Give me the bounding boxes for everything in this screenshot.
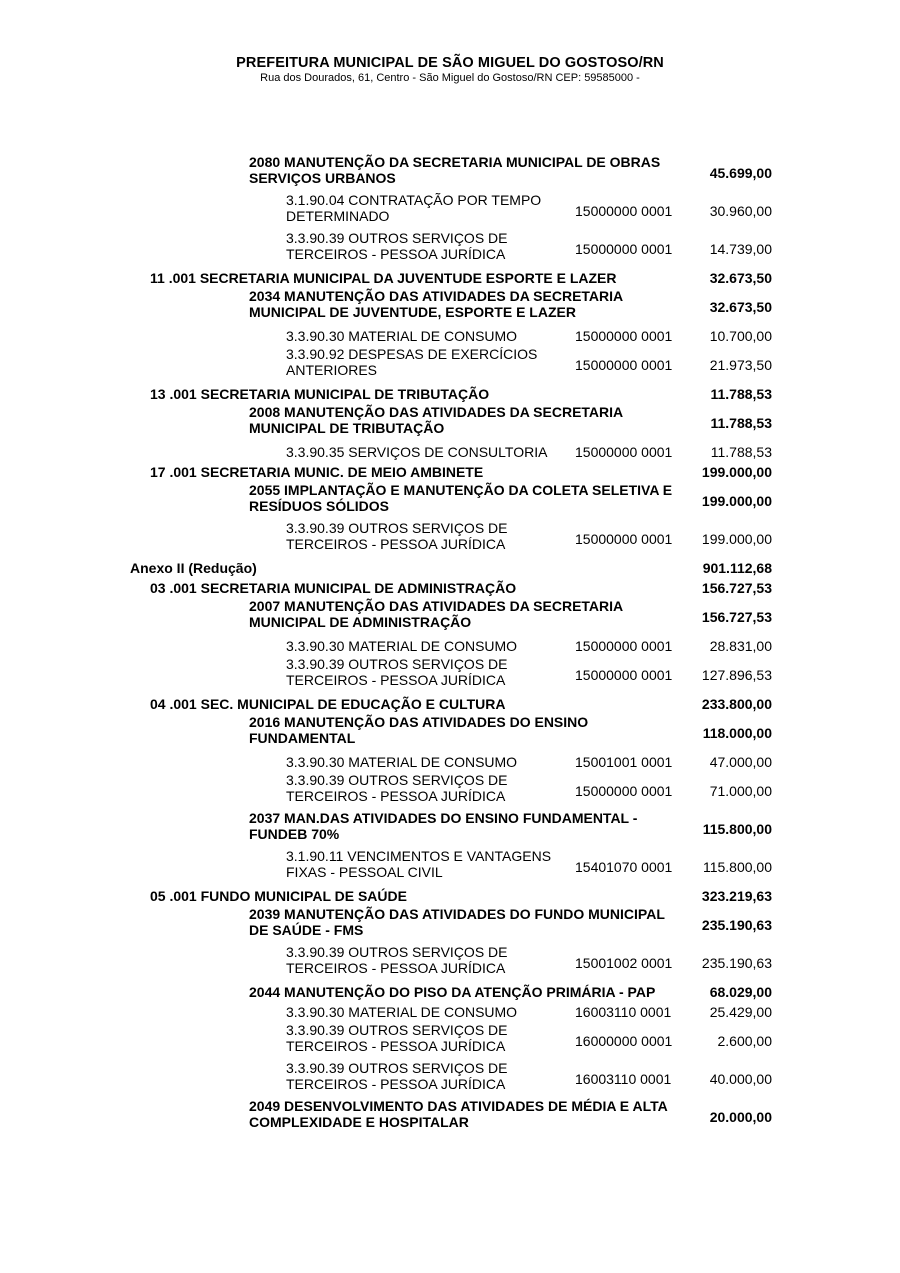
- row-source-code: 15000000 0001: [575, 783, 673, 799]
- row-amount: 28.831,00: [709, 638, 772, 654]
- row-description: 2080 MANUTENÇÃO DA SECRETARIA MUNICIPAL DE OBRAS SERVIÇOS URBANOS: [249, 154, 661, 186]
- row-description: 2044 MANUTENÇÃO DO PISO DA ATENÇÃO PRIMÁRIA - PAP: [249, 984, 656, 1000]
- row-amount: 233.800,00: [701, 696, 772, 712]
- row-source-code: 15000000 0001: [575, 328, 673, 344]
- row-description: 3.3.90.39 OUTROS SERVIÇOS DE TERCEIROS - PESSOA JURÍDICA: [286, 772, 508, 804]
- row-amount: 127.896,53: [701, 667, 772, 683]
- row-description: 3.3.90.39 OUTROS SERVIÇOS DE TERCEIROS - PESSOA JURÍDICA: [286, 520, 508, 552]
- row-amount: 199.000,00: [701, 531, 772, 547]
- table-row: [0, 656, 900, 694]
- table-row: [0, 578, 900, 598]
- row-source-code: 16003110 0001: [575, 1071, 672, 1087]
- row-description: 2016 MANUTENÇÃO DAS ATIVIDADES DO ENSINO FUNDAMENTAL: [249, 714, 589, 746]
- row-description: 3.1.90.11 VENCIMENTOS E VANTAGENS FIXAS - PESSOAL CIVIL: [286, 848, 552, 880]
- row-amount: 30.960,00: [709, 203, 772, 219]
- row-description: 3.3.90.39 OUTROS SERVIÇOS DE TERCEIROS - PESSOA JURÍDICA: [286, 1060, 508, 1092]
- row-source-code: 15000000 0001: [575, 444, 673, 460]
- document-header: [0, 55, 900, 84]
- table-row: [0, 598, 900, 636]
- table-row: [0, 230, 900, 268]
- row-source-code: 15000000 0001: [575, 357, 673, 373]
- row-amount: 40.000,00: [709, 1071, 772, 1087]
- table-row: [0, 1022, 900, 1060]
- row-description: 3.1.90.04 CONTRATAÇÃO POR TEMPO DETERMINADO: [286, 192, 542, 224]
- row-description: 2034 MANUTENÇÃO DAS ATIVIDADES DA SECRETARIA MUNICIPAL DE JUVENTUDE, ESPORTE E LAZER: [249, 288, 623, 320]
- row-amount: 115.800,00: [702, 859, 772, 875]
- row-amount: 199.000,00: [701, 493, 772, 509]
- row-amount: 14.739,00: [709, 241, 772, 257]
- row-description: 2049 DESENVOLVIMENTO DAS ATIVIDADES DE MÉDIA E ALTA COMPLEXIDADE E HOSPITALAR: [249, 1098, 668, 1130]
- row-amount: 2.600,00: [717, 1033, 772, 1049]
- row-amount: 235.190,63: [701, 955, 772, 971]
- row-source-code: 15000000 0001: [575, 203, 673, 219]
- row-amount: 156.727,53: [701, 609, 772, 625]
- row-amount: 115.800,00: [702, 821, 772, 837]
- row-description: 2007 MANUTENÇÃO DAS ATIVIDADES DA SECRETARIA MUNICIPAL DE ADMINISTRAÇÃO: [249, 598, 623, 630]
- row-description: 3.3.90.30 MATERIAL DE CONSUMO: [286, 1004, 518, 1020]
- row-amount: 68.029,00: [709, 984, 772, 1000]
- row-description: 3.3.90.39 OUTROS SERVIÇOS DE TERCEIROS - PESSOA JURÍDICA: [286, 656, 508, 688]
- table-row: [0, 462, 900, 482]
- table-row: [0, 810, 900, 848]
- row-amount: 901.112,68: [702, 560, 772, 576]
- table-row: [0, 886, 900, 906]
- row-amount: 11.788,53: [710, 386, 772, 402]
- row-description: 17 .001 SECRETARIA MUNIC. DE MEIO AMBINETE: [150, 464, 484, 480]
- table-row: [0, 288, 900, 326]
- row-amount: 323.219,63: [701, 888, 772, 904]
- table-row: [0, 154, 900, 192]
- row-source-code: 15000000 0001: [575, 531, 673, 547]
- row-description: 05 .001 FUNDO MUNICIPAL DE SAÚDE: [150, 888, 407, 904]
- row-amount: 21.973,50: [709, 357, 772, 373]
- row-amount: 71.000,00: [709, 783, 772, 799]
- table-row: [0, 442, 900, 462]
- row-source-code: 15001001 0001: [575, 754, 673, 770]
- row-amount: 32.673,50: [709, 299, 772, 315]
- row-description: 13 .001 SECRETARIA MUNICIPAL DE TRIBUTAÇÃO: [150, 386, 490, 402]
- row-description: 3.3.90.30 MATERIAL DE CONSUMO: [286, 328, 518, 344]
- table-row: [0, 772, 900, 810]
- row-description: 3.3.90.92 DESPESAS DE EXERCÍCIOS ANTERIORES: [286, 346, 538, 378]
- row-description: 03 .001 SECRETARIA MUNICIPAL DE ADMINISTRAÇÃO: [150, 580, 517, 596]
- row-description: 2039 MANUTENÇÃO DAS ATIVIDADES DO FUNDO MUNICIPAL DE SAÚDE - FMS: [249, 906, 665, 938]
- row-source-code: 15401070 0001: [575, 859, 673, 875]
- page-title: PREFEITURA MUNICIPAL DE SÃO MIGUEL DO GOSTOSO/RN: [236, 55, 664, 71]
- row-description: 3.3.90.30 MATERIAL DE CONSUMO: [286, 638, 518, 654]
- row-description: 2037 MAN.DAS ATIVIDADES DO ENSINO FUNDAMENTAL - FUNDEB 70%: [249, 810, 638, 842]
- address-line: Rua dos Dourados, 61, Centro - São Miguel do Gostoso/RN CEP: 59585000 -: [260, 72, 640, 84]
- row-description: Anexo II (Redução): [130, 560, 257, 576]
- table-row: [0, 268, 900, 288]
- row-description: 3.3.90.39 OUTROS SERVIÇOS DE TERCEIROS - PESSOA JURÍDICA: [286, 230, 508, 262]
- row-source-code: 15001002 0001: [575, 955, 673, 971]
- row-description: 3.3.90.30 MATERIAL DE CONSUMO: [286, 754, 518, 770]
- row-amount: 20.000,00: [709, 1109, 772, 1125]
- table-row: [0, 636, 900, 656]
- table-row: [0, 384, 900, 404]
- row-amount: 235.190,63: [701, 917, 772, 933]
- row-description: 11 .001 SECRETARIA MUNICIPAL DA JUVENTUDE ESPORTE E LAZER: [150, 270, 617, 286]
- budget-table: [0, 154, 900, 1136]
- table-row: [0, 906, 900, 944]
- table-row: [0, 1002, 900, 1022]
- row-description: 2008 MANUTENÇÃO DAS ATIVIDADES DA SECRETARIA MUNICIPAL DE TRIBUTAÇÃO: [249, 404, 623, 436]
- table-row: [0, 482, 900, 520]
- row-source-code: 16003110 0001: [575, 1004, 672, 1020]
- table-row: [0, 1060, 900, 1098]
- table-row: [0, 1098, 900, 1136]
- table-row: [0, 404, 900, 442]
- row-amount: 47.000,00: [709, 754, 772, 770]
- row-source-code: 15000000 0001: [575, 667, 673, 683]
- row-amount: 11.788,53: [710, 444, 772, 460]
- table-row: [0, 326, 900, 346]
- table-row: [0, 192, 900, 230]
- table-row: [0, 752, 900, 772]
- row-source-code: 16000000 0001: [575, 1033, 673, 1049]
- row-source-code: 15000000 0001: [575, 241, 673, 257]
- table-row: [0, 346, 900, 384]
- row-amount: 118.000,00: [702, 725, 772, 741]
- table-row: [0, 714, 900, 752]
- table-row: [0, 694, 900, 714]
- row-description: 3.3.90.35 SERVIÇOS DE CONSULTORIA: [286, 444, 548, 460]
- row-amount: 32.673,50: [709, 270, 772, 286]
- row-description: 3.3.90.39 OUTROS SERVIÇOS DE TERCEIROS - PESSOA JURÍDICA: [286, 944, 508, 976]
- row-description: 04 .001 SEC. MUNICIPAL DE EDUCAÇÃO E CULTURA: [150, 696, 506, 712]
- table-row: [0, 520, 900, 558]
- row-amount: 25.429,00: [709, 1004, 772, 1020]
- table-row: [0, 558, 900, 578]
- row-amount: 10.700,00: [709, 328, 772, 344]
- row-source-code: 15000000 0001: [575, 638, 673, 654]
- row-amount: 199.000,00: [701, 464, 772, 480]
- row-description: 2055 IMPLANTAÇÃO E MANUTENÇÃO DA COLETA SELETIVA E RESÍDUOS SÓLIDOS: [249, 482, 673, 514]
- table-row: [0, 944, 900, 982]
- row-amount: 11.788,53: [710, 415, 772, 431]
- row-description: 3.3.90.39 OUTROS SERVIÇOS DE TERCEIROS - PESSOA JURÍDICA: [286, 1022, 508, 1054]
- row-amount: 45.699,00: [709, 165, 772, 181]
- row-amount: 156.727,53: [701, 580, 772, 596]
- table-row: [0, 848, 900, 886]
- table-row: [0, 982, 900, 1002]
